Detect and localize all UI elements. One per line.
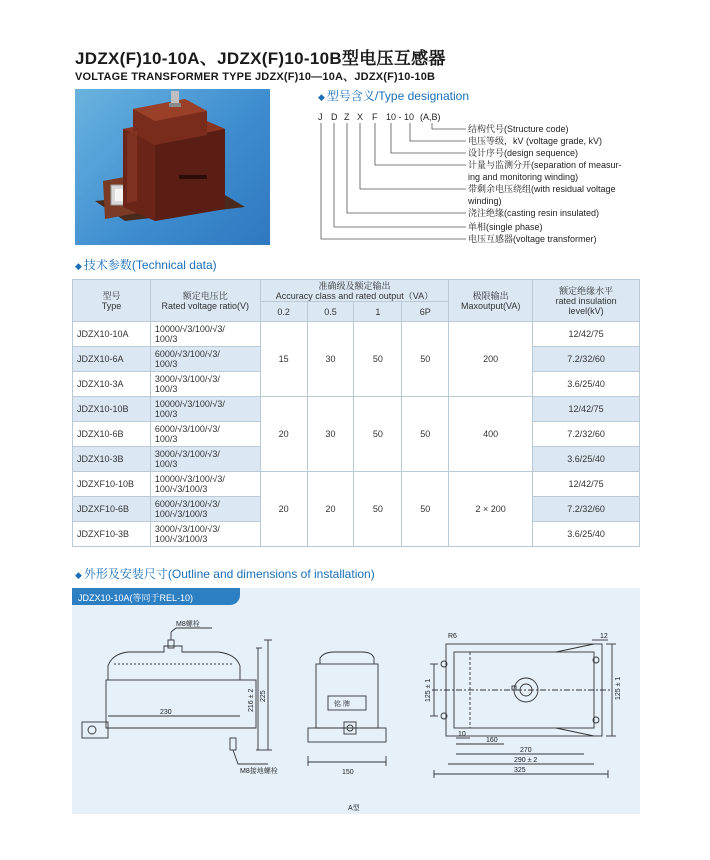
label-10: 10 <box>458 731 466 738</box>
table-row <box>73 472 640 497</box>
table-row <box>73 397 640 422</box>
cell-ratio: 6000/√3/100/√3/ 100/3 <box>150 422 260 447</box>
header-type: 型号 Type <box>73 280 151 322</box>
label-325: 325 <box>514 767 526 774</box>
cell-model: JDZX10-6A <box>73 347 151 372</box>
cell-model: JDZX10-3B <box>73 447 151 472</box>
cell-output: 50 <box>354 397 402 472</box>
drawing-caption: A型 <box>348 805 360 812</box>
cell-max-output: 400 <box>449 397 533 472</box>
cell-model: JDZX10-6B <box>73 422 151 447</box>
table-row <box>73 322 640 347</box>
label-12: 12 <box>600 633 608 640</box>
code-letter: J <box>318 112 323 122</box>
label-m8-bolt: M8螺栓 <box>176 621 200 628</box>
designation-item: 电压互感器(voltage transformer) <box>468 234 597 244</box>
header-class: 0.2 <box>260 302 307 322</box>
page-subtitle: VOLTAGE TRANSFORMER TYPE JDZX(F)10—10A、JDZX(F)10-10B <box>75 71 436 83</box>
cell-insulation: 12/42/75 <box>533 397 640 422</box>
cell-ratio: 6000/√3/100/√3/ 100/3 <box>150 347 260 372</box>
header-accuracy: 准确级及额定输出 Accuracy class and rated output（VA） <box>260 280 449 302</box>
designation-item: 单相(single phase) <box>468 222 543 232</box>
cell-output: 50 <box>354 472 402 547</box>
cell-output: 15 <box>260 322 307 397</box>
cell-output: 30 <box>307 397 354 472</box>
label-225: 225 <box>260 690 267 702</box>
label-160: 160 <box>486 737 498 744</box>
label-290: 290 ± 2 <box>514 757 538 764</box>
outline-heading: ◆ 外形及安装尺寸(Outline and dimensions of installation) <box>75 567 375 581</box>
label-m8-ground: M8接地螺栓 <box>240 768 278 775</box>
technical-data-table <box>72 279 640 547</box>
cell-insulation: 12/42/75 <box>533 472 640 497</box>
header-insulation: 额定绝缘水平 rated insulation level(kV) <box>533 280 640 322</box>
header-max-output: 极限输出 Maxoutput(VA) <box>449 280 533 322</box>
designation-item: 计量与监测分开(separation of measur- <box>468 160 622 170</box>
designation-leaders <box>0 0 710 260</box>
header-ratio: 额定电压比 Rated voltage ratio(V) <box>150 280 260 322</box>
cell-output: 50 <box>402 322 449 397</box>
code-letter: Z <box>344 112 350 122</box>
cell-insulation: 3.6/25/40 <box>533 522 640 547</box>
label-125-right: 125 ± 1 <box>615 676 622 700</box>
cell-output: 20 <box>307 472 354 547</box>
label-230: 230 <box>160 709 172 716</box>
code-letter: 10 - 10 <box>386 112 415 122</box>
cell-max-output: 2 × 200 <box>449 472 533 547</box>
designation-item: 电压等级，kV (voltage grade, kV) <box>468 136 603 146</box>
cell-output: 20 <box>260 472 307 547</box>
code-letter: X <box>357 112 364 122</box>
cell-insulation: 7.2/32/60 <box>533 497 640 522</box>
cell-ratio: 10000/√3/100/√3/ 100/3 <box>150 397 260 422</box>
label-nameplate: 铭 牌 <box>334 701 350 708</box>
cell-max-output: 200 <box>449 322 533 397</box>
cell-insulation: 3.6/25/40 <box>533 372 640 397</box>
cell-model: JDZXF10-10B <box>73 472 151 497</box>
cell-output: 50 <box>402 397 449 472</box>
cell-insulation: 12/42/75 <box>533 322 640 347</box>
header-class: 1 <box>354 302 402 322</box>
header-class: 0.5 <box>307 302 354 322</box>
header-class: 6P <box>402 302 449 322</box>
type-designation-heading: ◆ 型号含义/Type designation <box>318 89 469 103</box>
designation-item: 结构代号(Structure code) <box>468 124 569 134</box>
cell-ratio: 3000/√3/100/√3/ 100/√3/100/3 <box>150 522 260 547</box>
cell-model: JDZX10-3A <box>73 372 151 397</box>
label-r6: R6 <box>448 633 457 640</box>
cell-output: 50 <box>402 472 449 547</box>
label-216: 216 ± 2 <box>248 688 255 712</box>
cell-insulation: 7.2/32/60 <box>533 422 640 447</box>
technical-data-heading: ◆ 技术参数(Technical data) <box>75 258 217 272</box>
designation-item: ing and monitoring winding) <box>468 172 579 182</box>
cell-ratio: 3000/√3/100/√3/ 100/3 <box>150 372 260 397</box>
cell-model: JDZXF10-6B <box>73 497 151 522</box>
cell-model: JDZX10-10A <box>73 322 151 347</box>
cell-insulation: 7.2/32/60 <box>533 347 640 372</box>
label-150: 150 <box>342 769 354 776</box>
cell-model: JDZX10-10B <box>73 397 151 422</box>
designation-item: 设计序号(design sequence) <box>468 148 579 158</box>
page-title: JDZX(F)10-10A、JDZX(F)10-10B型电压互感器 <box>75 49 446 68</box>
label-270: 270 <box>520 747 532 754</box>
cell-ratio: 6000/√3/100/√3/ 100/√3/100/3 <box>150 497 260 522</box>
designation-item: winding) <box>468 196 502 206</box>
label-125-left: 125 ± 1 <box>425 678 432 702</box>
cell-model: JDZXF10-3B <box>73 522 151 547</box>
cell-output: 50 <box>354 322 402 397</box>
designation-item: 带剩余电压绕组(with residual voltage <box>468 184 616 194</box>
cell-ratio: 10000/√3/100/√3/ 100/√3/100/3 <box>150 472 260 497</box>
cell-ratio: 10000/√3/100/√3/ 100/3 <box>150 322 260 347</box>
cell-insulation: 3.6/25/40 <box>533 447 640 472</box>
outline-drawing <box>72 588 640 814</box>
cell-output: 20 <box>260 397 307 472</box>
cell-output: 30 <box>307 322 354 397</box>
code-letter: (A,B) <box>420 112 441 122</box>
drawing-tab: JDZX10-10A(等同于REL-10) <box>72 588 240 605</box>
code-letter: F <box>372 112 378 122</box>
code-letter: D <box>331 112 338 122</box>
designation-item: 浇注绝缘(casting resin insulated) <box>468 208 600 218</box>
cell-ratio: 3000/√3/100/√3/ 100/3 <box>150 447 260 472</box>
